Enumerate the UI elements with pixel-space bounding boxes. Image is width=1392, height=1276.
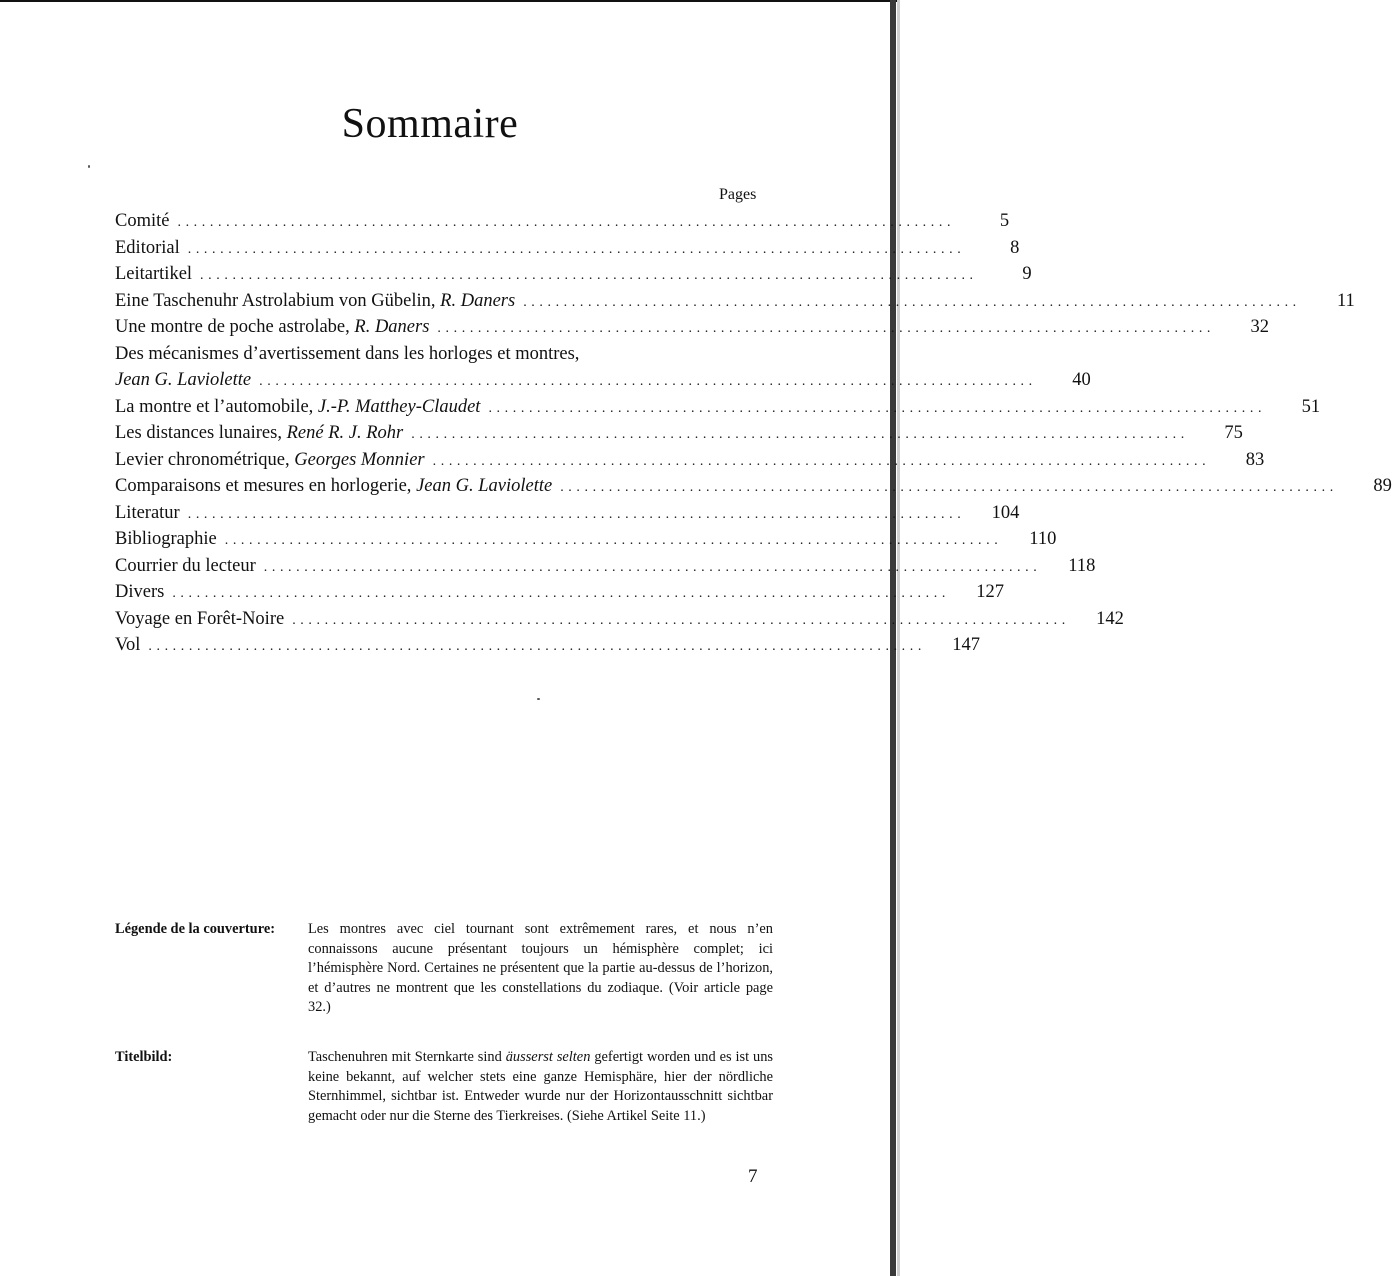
toc-entry-author: Jean G. Laviolette [115,370,252,390]
toc-entry[interactable] [115,420,1243,447]
legend-text-emphasis: äusserst selten [505,1049,591,1065]
scan-speck [88,165,90,168]
toc-entry-page: 9 [1022,264,1032,284]
dot-leader: ................................................................................................ [200,268,978,283]
toc-entry-title: Levier chronométrique, [115,449,295,470]
dot-leader: ................................................................................................ [437,321,1216,336]
toc-entry-page: 89 [1373,476,1392,496]
toc-entry-page: 147 [952,635,980,655]
toc-entry-author: J.-P. Matthey-Claudet [317,396,481,417]
toc-entry-author: René R. J. Rohr [286,423,404,443]
toc-entry-page: 118 [1068,555,1096,576]
toc-entry-page: 75 [1224,423,1243,443]
toc-entry-title: Comparaisons et mesures en horlogerie, [115,476,417,496]
toc-entry-author: R. Daners [440,290,516,311]
toc-entry-page: 142 [1096,608,1124,629]
page-number: 7 [748,1166,758,1187]
legend-heading: Titelbild: [115,1049,173,1065]
dot-leader: ................................................................................................ [560,480,1338,495]
toc-entry-page: 104 [991,502,1020,523]
toc-entry[interactable] [115,632,980,659]
pages-column-label: Pages [719,186,757,203]
toc-entry[interactable] [115,261,1032,288]
dot-leader: ................................................................................................ [292,612,1070,628]
dot-leader: ................................................................................................ [411,427,1189,442]
dot-leader: ................................................................................................ [523,294,1301,310]
toc-entry-title: Les distances lunaires, [115,423,287,443]
toc-entry-page: 8 [1010,237,1020,258]
legend-heading: Légende de la couverture: [115,921,275,937]
toc-entry-author: Georges Monnier [294,449,425,470]
dot-leader: ................................................................................................ [259,374,1037,389]
scan-top-edge [0,0,900,2]
toc-entry-title: Vol [115,635,141,655]
dot-leader: ................................................................................................ [177,215,956,230]
toc-entry-title: Divers [115,582,165,602]
toc-entry-title: Des mécanismes d’avertissement dans les horloges et montres, [115,343,580,364]
toc-entry-title: Eine Taschenuhr Astrolabium von Gübelin, [115,290,441,311]
legend-text-part: Taschenuhren mit Sternkarte sind [308,1049,506,1065]
toc-entry[interactable] [115,447,1265,474]
dot-leader: ................................................................................................ [488,400,1267,416]
toc-entry-page: 40 [1072,370,1091,390]
page-title: Sommaire [341,101,519,147]
toc-entry[interactable] [115,579,1004,606]
toc-entry[interactable] [115,500,1020,527]
toc-entry-title: Literatur [115,502,180,523]
dot-leader: ................................................................................................ [172,586,950,601]
toc-entry[interactable] [115,367,1091,394]
toc-entry[interactable] [115,208,1010,235]
legend-text: Les montres avec ciel tournant sont extrêmement rares, et nous n’en connaissons aucune présentant toujours un hémisphère complet; ici l’hémisphère Nord. Certaines ne présentent que la partie au-dessus de l’horizon, et d’autres ne montrent que les constellations du zodiaque. (Voir article page 32.) [308,921,773,1015]
toc-entry-page: 5 [999,211,1010,231]
toc-entry[interactable] [115,288,1355,315]
table-of-contents [115,208,1392,659]
toc-entry-title: La montre et l’automobile, [115,396,318,417]
toc-entry-title: Leitartikel [115,264,193,284]
toc-entry-author: R. Daners [354,317,430,337]
toc-entry-page: 127 [976,582,1004,602]
scan-speck [537,698,540,700]
toc-entry-title: Bibliographie [115,529,217,549]
toc-entry[interactable] [115,235,1020,262]
toc-entry-title: Courrier du lecteur [115,555,256,576]
toc-entry-title: Editorial [115,237,180,258]
legend-text-part: gefertigt worden und es ist uns keine bekannt, auf welcher stets eine ganze Hemisphäre, hier der nördliche Sternhimmel, sichtbar ist. Entweder wurde nur der Horizontausschnitt sichtbar gemacht oder nur die Sterne des Tierkreises. (Siehe Artikel Seite 11.) [308,1049,773,1124]
dot-leader: ................................................................................................ [432,453,1211,469]
toc-entry-page: 110 [1029,529,1057,549]
legend-text [308,1048,773,1126]
toc-entry-title: Voyage en Forêt-Noire [115,608,285,629]
toc-entry-title: Une montre de poche astrolabe, [115,317,355,337]
toc-entry-page: 83 [1245,449,1265,470]
dot-leader: ................................................................................................ [187,506,966,522]
dot-leader: ................................................................................................ [187,241,966,257]
toc-entry-author: Jean G. Laviolette [416,476,553,496]
toc-entry[interactable] [115,394,1321,421]
toc-entry-first-line[interactable] [115,341,763,368]
toc-entry[interactable] [115,606,1124,633]
toc-entry-title: Comité [115,211,170,231]
toc-entry-page: 51 [1301,396,1321,417]
dot-leader: ................................................................................................ [263,559,1042,575]
toc-entry[interactable] [115,526,1057,553]
dot-leader: ................................................................................................ [224,533,1003,548]
toc-entry-page: 11 [1336,290,1355,311]
toc-entry[interactable] [115,473,1392,500]
dot-leader: ................................................................................................ [148,639,926,654]
toc-entry-page: 32 [1250,317,1270,337]
toc-entry[interactable] [115,314,1270,341]
toc-entry[interactable] [115,553,1096,580]
